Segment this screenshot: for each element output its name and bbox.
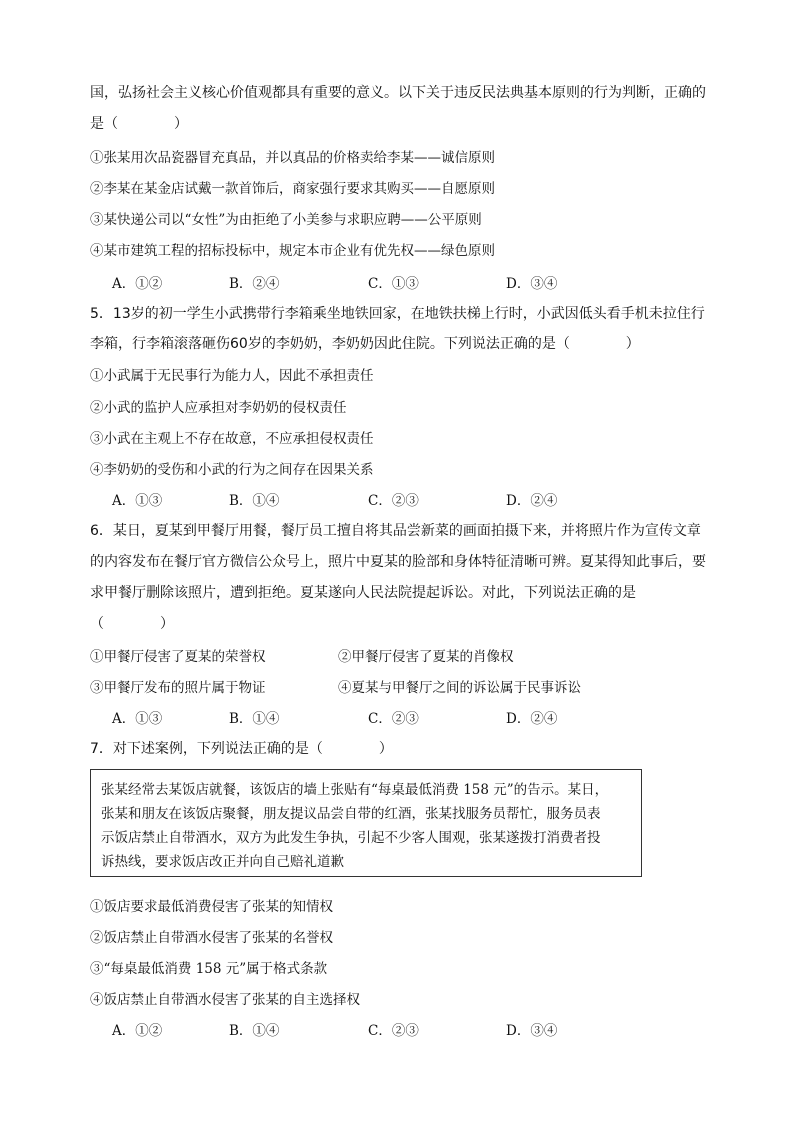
q6-item-1: ①甲餐厅侵害了夏某的荣誉权 — [90, 649, 266, 665]
q4-item-2: ②李某在某金店试戴一款首饰后，商家强行要求其购买——自愿原则 — [90, 181, 495, 197]
q5-option-c[interactable]: C．②③ — [368, 493, 419, 509]
q5-item-4: ④李奶奶的受伤和小武的行为之间存在因果关系 — [90, 462, 374, 478]
q7-option-a[interactable]: A．①② — [112, 1023, 163, 1039]
q7-case-line2: 张某和朋友在该饭店聚餐，朋友提议品尝自带的红酒，张某找服务员帮忙，服务员表 — [101, 806, 601, 822]
q5-stem-line1: 5．13岁的初一学生小武携带行李箱乘坐地铁回家，在地铁扶梯上行时，小武因低头看手机未拉住行 — [90, 306, 705, 322]
q7-option-c[interactable]: C．②③ — [368, 1023, 419, 1039]
q4-option-c[interactable]: C．①③ — [368, 276, 419, 292]
q6-option-a[interactable]: A．①③ — [112, 711, 163, 727]
q6-option-b[interactable]: B．①④ — [229, 711, 280, 727]
q5-option-a[interactable]: A．①③ — [112, 493, 163, 509]
q7-stem: 7．对下述案例，下列说法正确的是（ ） — [90, 741, 393, 757]
q6-stem-line1: 6．某日，夏某到甲餐厅用餐，餐厅员工擅自将其品尝新菜的画面拍摄下来，并将照片作为宣传文章 — [90, 523, 701, 539]
q5-option-b[interactable]: B．①④ — [229, 493, 280, 509]
q5-option-d[interactable]: D．②④ — [506, 493, 558, 509]
q6-item-3: ③甲餐厅发布的照片属于物证 — [90, 680, 266, 696]
q6-option-c[interactable]: C．②③ — [368, 711, 419, 727]
q5-stem-line2: 李箱，行李箱滚落砸伤60岁的李奶奶，李奶奶因此住院。下列说法正确的是（ ） — [90, 336, 640, 352]
q4-item-3: ③某快递公司以“女性”为由拒绝了小美参与求职应聘——公平原则 — [90, 212, 482, 228]
q5-item-3: ③小武在主观上不存在故意，不应承担侵权责任 — [90, 431, 374, 447]
q4-option-a[interactable]: A．①② — [112, 276, 163, 292]
q6-stem-line3: 求甲餐厅删除该照片，遭到拒绝。夏某遂向人民法院提起诉讼。对此，下列说法正确的是 — [90, 585, 636, 601]
q7-item-4: ④饭店禁止自带酒水侵害了张某的自主选择权 — [90, 992, 360, 1008]
q7-case-line1: 张某经常去某饭店就餐，该饭店的墙上张贴有“每桌最低消费 158 元”的告示。某日， — [101, 782, 609, 798]
q7-case-box — [90, 769, 642, 877]
q7-case-line4: 诉热线，要求饭店改正并向自己赔礼道歉 — [101, 854, 344, 870]
q4-option-d[interactable]: D．③④ — [506, 276, 558, 292]
q5-item-2: ②小武的监护人应承担对李奶奶的侵权责任 — [90, 400, 347, 416]
q6-item-4: ④夏某与甲餐厅之间的诉讼属于民事诉讼 — [338, 680, 581, 696]
q7-item-2: ②饭店禁止自带酒水侵害了张某的名誉权 — [90, 930, 333, 946]
q6-option-d[interactable]: D．②④ — [506, 711, 558, 727]
q4-item-4: ④某市建筑工程的招标投标中，规定本市企业有优先权——绿色原则 — [90, 243, 495, 259]
q5-item-1: ①小武属于无民事行为能力人，因此不承担责任 — [90, 368, 374, 384]
q7-item-1: ①饭店要求最低消费侵害了张某的知情权 — [90, 899, 333, 915]
q4-stem-line2: 是（ ） — [90, 116, 188, 132]
q7-option-b[interactable]: B．①④ — [229, 1023, 280, 1039]
q6-item-2: ②甲餐厅侵害了夏某的肖像权 — [338, 649, 514, 665]
q7-case-line3: 示饭店禁止自带酒水，双方为此发生争执，引起不少客人围观，张某遂拨打消费者投 — [101, 830, 601, 846]
q6-stem-line2: 的内容发布在餐厅官方微信公众号上，照片中夏某的脸部和身体特征清晰可辨。夏某得知此事后，要 — [90, 554, 706, 570]
q4-item-1: ①张某用次品瓷器冒充真品，并以真品的价格卖给李某——诚信原则 — [90, 150, 495, 166]
q4-stem-line1: 国，弘扬社会主义核心价值观都具有重要的意义。以下关于违反民法典基本原则的行为判断，正确的 — [90, 85, 706, 101]
q7-option-d[interactable]: D．③④ — [506, 1023, 558, 1039]
q4-option-b[interactable]: B．②④ — [229, 276, 280, 292]
q7-item-3: ③“每桌最低消费 158 元”属于格式条款 — [90, 961, 328, 977]
q6-stem-line4: （ ） — [90, 616, 174, 632]
